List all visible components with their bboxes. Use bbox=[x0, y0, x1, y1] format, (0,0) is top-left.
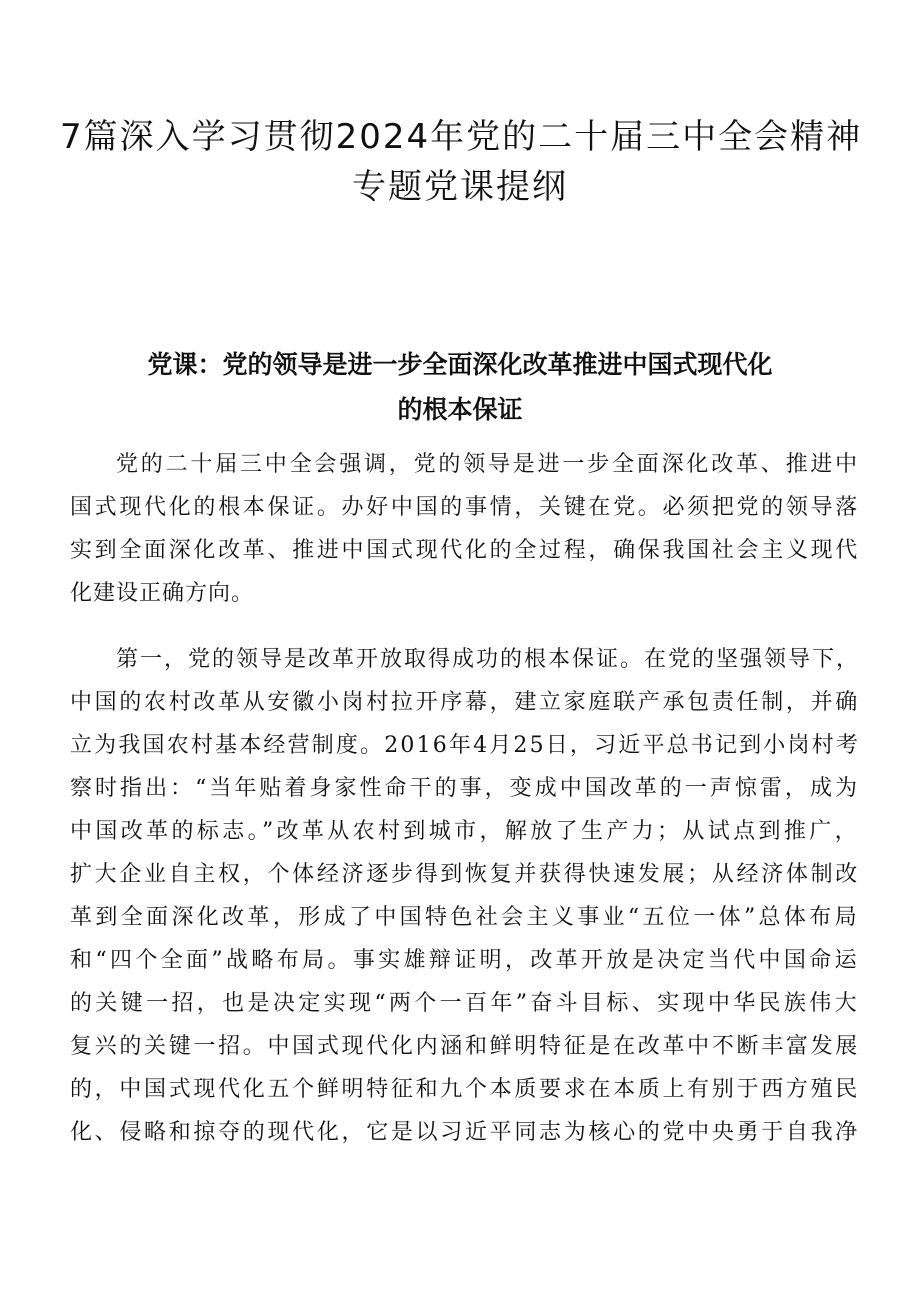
document-title-line-1: 7篇深入学习贯彻2024年党的二十届三中全会精神 bbox=[60, 117, 863, 157]
paragraph-line: 实到全面深化改革、推进中国式现代化的全过程，确保我国社会主义现代 bbox=[70, 538, 860, 563]
paragraph-line: 和“四个全面”战略布局。事实雄辩证明，改革开放是决定当代中国命运 bbox=[70, 948, 860, 973]
paragraph-line: 党的二十届三中全会强调，党的领导是进一步全面深化改革、推进中 bbox=[116, 452, 860, 477]
paragraph-line: 复兴的关键一招。中国式现代化内涵和鲜明特征是在改革中不断丰富发展 bbox=[70, 1034, 860, 1059]
paragraph-line: 立为我国农村基本经营制度。2016年4月25日，习近平总书记到小岗村考 bbox=[70, 733, 860, 758]
paragraph-line: 化建设正确方向。 bbox=[70, 581, 255, 606]
paragraph-1 bbox=[70, 443, 860, 615]
paragraph-line: 化、侵略和掠夺的现代化，它是以习近平同志为核心的党中央勇于自我净 bbox=[70, 1120, 860, 1145]
section-heading-line-1: 党课：党的领导是进一步全面深化改革推进中国式现代化 bbox=[147, 350, 773, 379]
section-heading-line-2: 的根本保证 bbox=[397, 395, 523, 424]
paragraph-line: 的关键一招，也是决定实现“两个一百年”奋斗目标、实现中华民族伟大 bbox=[70, 991, 860, 1016]
paragraph-line: 的，中国式现代化五个鲜明特征和九个本质要求在本质上有别于西方殖民 bbox=[70, 1077, 860, 1102]
paragraph-2 bbox=[70, 638, 860, 1154]
paragraph-line: 革到全面深化改革，形成了中国特色社会主义事业“五位一体”总体布局 bbox=[70, 905, 860, 930]
paragraph-line: 察时指出：“当年贴着身家性命干的事，变成中国改革的一声惊雷，成为 bbox=[70, 776, 860, 801]
paragraph-line: 中国改革的标志。”改革从农村到城市，解放了生产力；从试点到推广， bbox=[70, 819, 860, 844]
paragraph-line: 扩大企业自主权，个体经济逐步得到恢复并获得快速发展；从经济体制改 bbox=[70, 862, 860, 887]
paragraph-line: 第一，党的领导是改革开放取得成功的根本保证。在党的坚强领导下， bbox=[116, 647, 860, 672]
document-title-line-2: 专题党课提纲 bbox=[352, 167, 568, 207]
paragraph-line: 中国的农村改革从安徽小岗村拉开序幕，建立家庭联产承包责任制，并确 bbox=[70, 690, 860, 715]
paragraph-line: 国式现代化的根本保证。办好中国的事情，关键在党。必须把党的领导落 bbox=[70, 495, 860, 520]
